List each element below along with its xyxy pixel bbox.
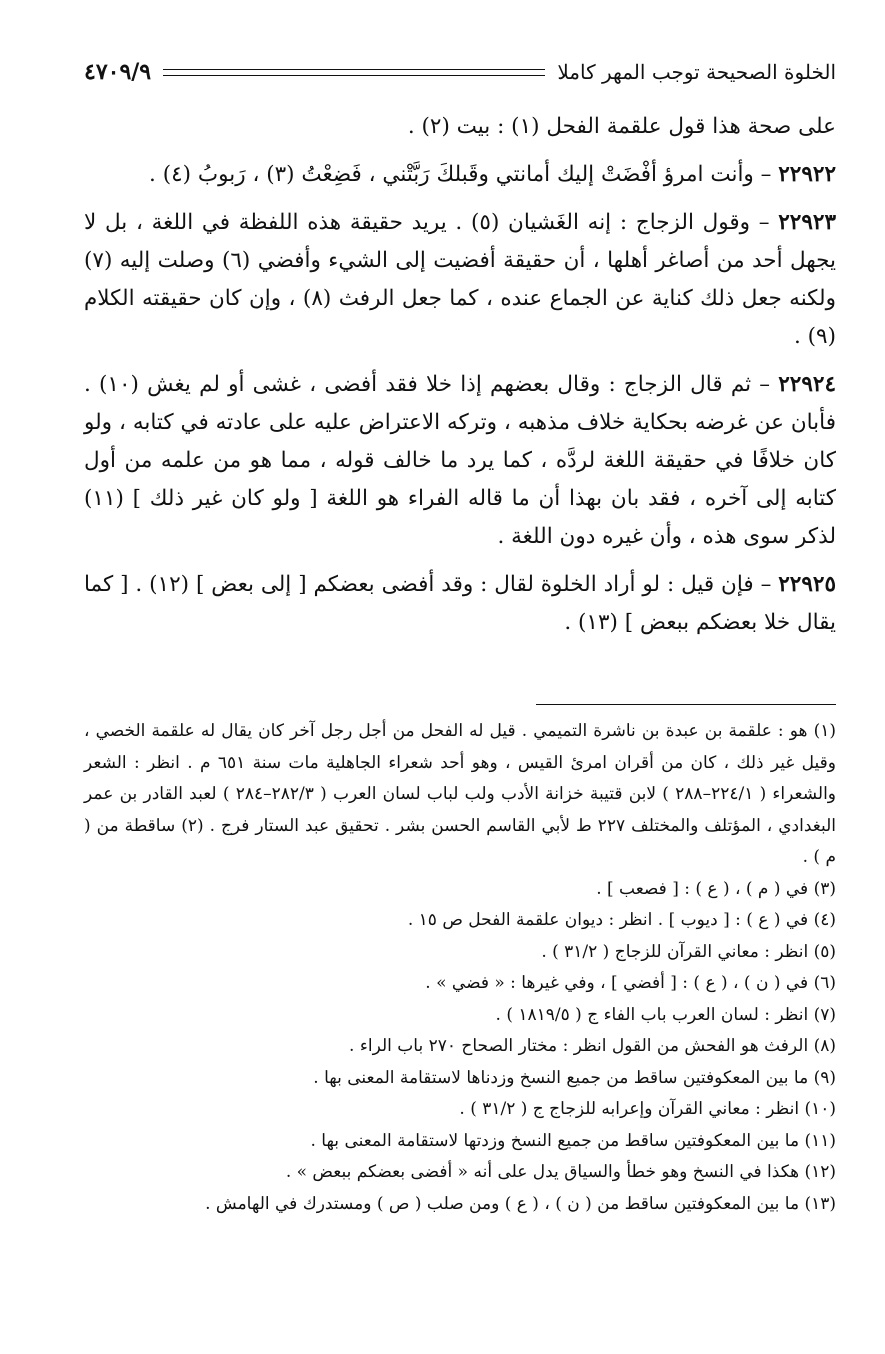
paragraph-number: ٢٢٩٢٤ [778, 372, 836, 397]
footnote-3: (٣) في ( م ) ، ( ع ) : [ فصعب ] . [596, 878, 836, 899]
footnote-9: (٩) ما بين المعكوفتين ساقط من جميع النسخ وزدناها لاستقامة المعنى بها . [313, 1067, 836, 1088]
footnote-11: (١١) ما بين المعكوفتين ساقط من جميع النسخ وزدتها لاستقامة المعنى بها . [310, 1130, 836, 1151]
paragraph-number: ٢٢٩٢٣ [778, 210, 836, 235]
paragraph-number: ٢٢٩٢٥ [778, 572, 836, 597]
paragraph-text: – ثم قال الزجاج : وقال بعضهم إذا خلا فقد أفضى ، غشى أو لم يغش (١٠) . فأبان عن غرضه بحكاية خلاف مذهبه ، وتركه الاعتراض عليه على عادته في كتابه ، ولو كان خلافًا في حقيقة اللغة لردَّه ، كما يرد ما خالف قوله ، مما هو من علمه من أول كتابه إلى آخره ، فقد بان بهذا أن ما قاله الفراء هو اللغة [ ولو كان غير ذلك ] (١١) لذكر سوى هذه ، وأن غيره دون اللغة . [84, 372, 836, 549]
footnotes [84, 716, 836, 1220]
paragraph-22923 [84, 204, 836, 356]
footnote-4: (٤) في ( ع ) : [ ديوب ] . انظر : ديوان علقمة الفحل ص ١٥ . [407, 910, 836, 930]
paragraph-continuation [84, 108, 836, 146]
paragraph-text: – فإن قيل : لو أراد الخلوة لقال : وقد أفضى بعضكم [ إلى بعض ] (١٢) . [ كما يقال خلا بعضكم ببعض ] (١٣) . [84, 572, 836, 635]
book-page [84, 0, 836, 1354]
main-text [84, 108, 836, 652]
footnote-separator [536, 704, 836, 705]
footnote-6: (٦) في ( ن ) ، ( ع ) : [ أفضي ] ، وفي غيرها : « فضي » . [425, 973, 836, 993]
paragraph-text: – وقول الزجاج : إنه الغَشيان (٥) . يريد حقيقة هذه اللفظة في اللغة ، بل لا يجهل أحد من أصاغر أهلها ، أن حقيقة أفضيت إلى الشيء وأفضي (٦) وصلت إليه (٧) ولكنه جعل ذلك كناية عن الجماع عنده ، كما جعل الرفث (٨) ، وإن كان حقيقته الكلام (٩) . [84, 210, 836, 349]
footnote-1-2: (١) هو : علقمة بن عبدة بن ناشرة التميمي . قيل له الفحل من أجل رجل آخر كان يقال له علقمة الخصي ، وقيل غير ذلك ، كان من أقران امرئ القيس ، وهو أحد شعراء الجاهلية مات سنة ٦٥١ م . انظر : الشعر والشعراء ( ٢٢٤/١–٢٨٨ ) لابن قتيبة خزانة الأدب ولب لباب لسان العرب ( ٢٨٢/٣–٢٨٤ ) لعبد القادر بن عمر البغدادي ، المؤتلف والمختلف ٢٢٧ ط لأبي القاسم الحسن بشر . تحقيق عبد الستار فرج . (٢) ساقطة من ( م ) . [84, 721, 837, 867]
running-header [84, 56, 836, 88]
paragraph-number: ٢٢٩٢٢ [778, 162, 836, 187]
footnote-5: (٥) انظر : معاني القرآن للزجاج ( ٣١/٢ ) . [541, 941, 836, 962]
paragraph-text: على صحة هذا قول علقمة الفحل (١) : بيت (٢) . [407, 114, 836, 139]
header-double-rule [163, 69, 545, 76]
paragraph-text: – وأنت امرؤ أفْضَتْ إليك أمانتي وقَبلكَ رَبَّتْني ، فَضِعْتُ (٣) ، رَبوبُ (٤) . [149, 162, 779, 187]
footnote-10: (١٠) انظر : معاني القرآن وإعرابه للزجاج ج ( ٣١/٢ ) . [459, 1099, 836, 1119]
footnote-13: (١٣) ما بين المعكوفتين ساقط من ( ن ) ، ( ع ) ومن صلب ( ص ) ومستدرك في الهامش . [205, 1193, 836, 1214]
paragraph-22925 [84, 566, 836, 642]
paragraph-22922 [84, 156, 836, 194]
footnote-7: (٧) انظر : لسان العرب باب الفاء ج ( ١٨١٩/٥ ) . [495, 1004, 836, 1025]
paragraph-22924 [84, 366, 836, 556]
header-page-reference: ٤٧٠٩/٩ [84, 59, 152, 85]
footnote-8: (٨) الرفث هو الفحش من القول انظر : مختار الصحاح ٢٧٠ باب الراء . [349, 1036, 836, 1056]
footnote-12: (١٢) هكذا في النسخ وهو خطأ والسياق يدل على أنه « أفضى بعضكم ببعض » . [285, 1162, 836, 1182]
header-title: الخلوة الصحيحة توجب المهر كاملا [557, 60, 836, 84]
